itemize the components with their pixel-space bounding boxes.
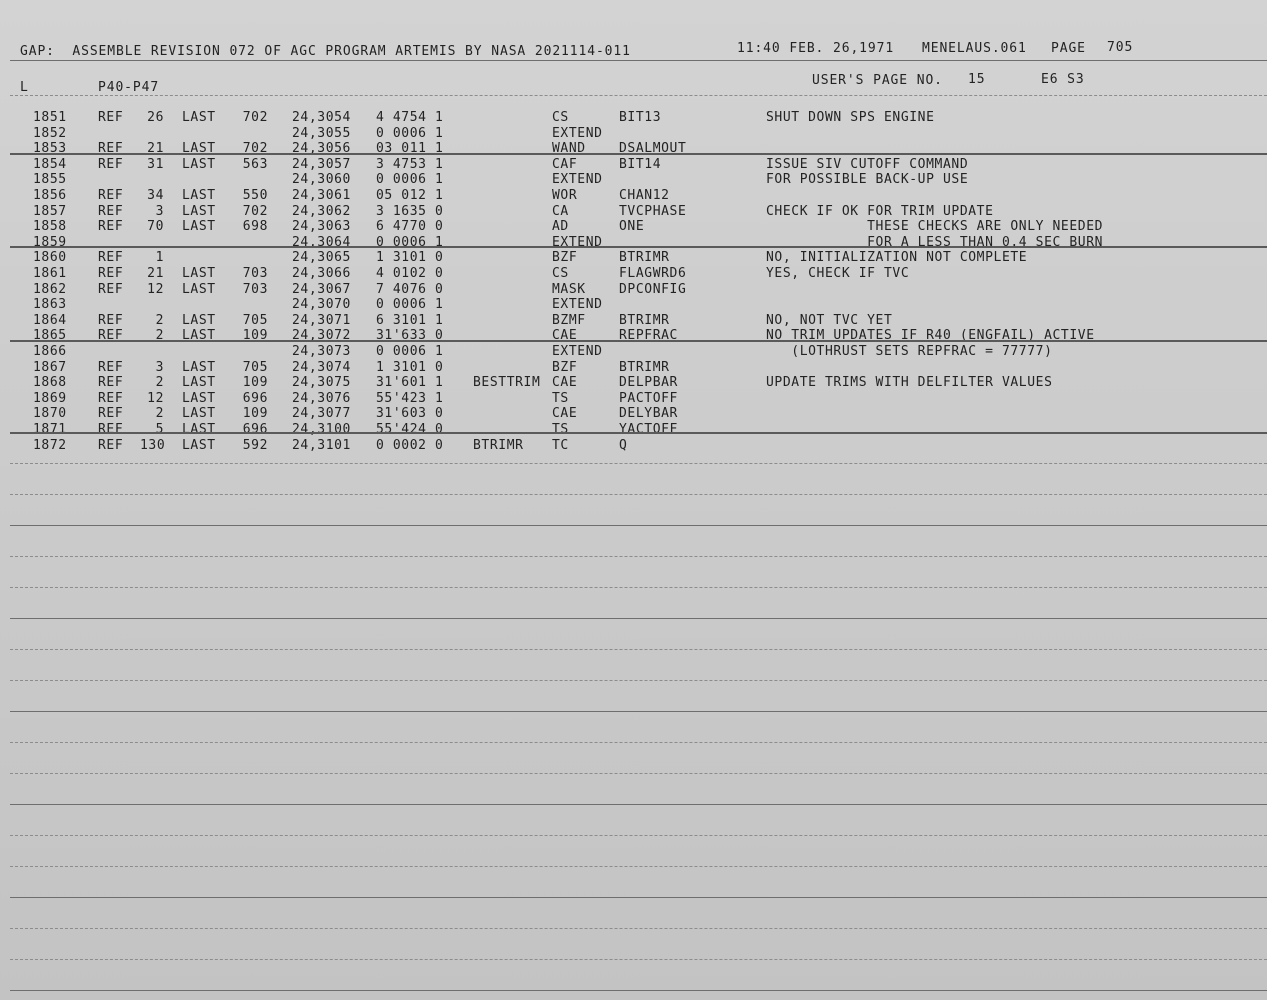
form-rule <box>10 804 1267 805</box>
row-comment: (LOTHRUST SETS REPFRAC = 77777) <box>766 344 1053 359</box>
row-last: LAST <box>182 188 216 203</box>
row-code: 0 0006 1 <box>376 297 444 313</box>
row-op: TS <box>552 390 569 406</box>
form-rule <box>10 525 1267 526</box>
row-lastn: 698 <box>242 219 268 235</box>
row-code: 6 4770 0 <box>376 219 444 235</box>
row-code: 05 012 1 <box>376 188 444 203</box>
form-rule <box>10 866 1267 867</box>
row-addr: 24,3077 <box>292 406 351 422</box>
listing-row <box>0 204 1267 219</box>
row-line: 1851 <box>33 110 67 125</box>
row-last: LAST <box>182 437 216 453</box>
row-line: 1868 <box>33 375 67 391</box>
row-code: 6 3101 1 <box>376 312 444 328</box>
row-line: 1859 <box>33 234 67 250</box>
row-code: 31'603 0 <box>376 406 444 422</box>
listing-row <box>0 250 1267 265</box>
row-addr: 24,3066 <box>292 266 351 281</box>
row-addr: 24,3065 <box>292 250 351 266</box>
row-ref: REF <box>98 266 124 281</box>
listing-timestamp: 11:40 FEB. 26,1971 <box>737 41 895 56</box>
row-operand: FLAGWRD6 <box>619 266 687 281</box>
row-ref: REF <box>98 156 124 172</box>
row-line: 1863 <box>33 297 67 313</box>
row-code: 4 4754 1 <box>376 110 444 125</box>
form-rule <box>10 153 1267 155</box>
row-operand: CHAN12 <box>619 188 670 203</box>
row-addr: 24,3054 <box>292 110 351 125</box>
row-last: LAST <box>182 422 216 437</box>
row-addr: 24,3101 <box>292 437 351 453</box>
row-ref: REF <box>98 219 124 235</box>
row-refn: 130 <box>140 437 166 453</box>
row-addr: 24,3073 <box>292 344 351 359</box>
form-rule <box>10 742 1267 743</box>
row-ref: REF <box>98 390 124 406</box>
form-rule <box>10 649 1267 650</box>
row-addr: 24,3070 <box>292 297 351 313</box>
row-refn: 3 <box>155 203 164 219</box>
row-refn: 12 <box>147 281 164 297</box>
left-marker: L <box>20 80 29 95</box>
row-operand: BTRIMR <box>619 250 670 266</box>
listing-row <box>0 188 1267 203</box>
row-op: EXTEND <box>552 297 603 313</box>
row-code: 3 1635 0 <box>376 203 444 219</box>
row-line: 1869 <box>33 390 67 406</box>
row-last: LAST <box>182 156 216 172</box>
row-op: CS <box>552 110 569 125</box>
row-line: 1853 <box>33 141 67 157</box>
row-code: 31'601 1 <box>376 375 444 391</box>
row-operand: BTRIMR <box>619 312 670 328</box>
row-operand: DELYBAR <box>619 406 678 422</box>
row-operand: DPCONFIG <box>619 281 687 297</box>
row-refn: 2 <box>155 406 164 422</box>
row-comment: FOR POSSIBLE BACK-UP USE <box>766 172 969 188</box>
row-addr: 24,3056 <box>292 141 351 157</box>
row-code: 3 4753 1 <box>376 156 444 172</box>
listing-row <box>0 219 1267 234</box>
row-addr: 24,3061 <box>292 188 351 203</box>
form-rule <box>10 556 1267 557</box>
row-line: 1861 <box>33 266 67 281</box>
row-op: CAE <box>552 328 578 344</box>
row-operand: Q <box>619 437 628 453</box>
row-op: CS <box>552 266 569 281</box>
row-lastn: 702 <box>242 141 268 157</box>
row-label: BESTTRIM <box>473 375 541 391</box>
row-operand: TVCPHASE <box>619 203 687 219</box>
row-code: 31'633 0 <box>376 328 444 344</box>
row-code: 4 0102 0 <box>376 266 444 281</box>
row-refn: 12 <box>147 390 164 406</box>
row-refn: 3 <box>155 359 164 375</box>
row-code: 7 4076 0 <box>376 281 444 297</box>
users-page-label: USER'S PAGE NO. <box>812 73 943 88</box>
listing-row <box>0 157 1267 172</box>
row-addr: 24,3072 <box>292 328 351 344</box>
listing-row <box>0 266 1267 281</box>
row-operand: REPFRAC <box>619 328 678 344</box>
row-code: 1 3101 0 <box>376 359 444 375</box>
row-last: LAST <box>182 110 216 125</box>
row-ref: REF <box>98 375 124 391</box>
row-last: LAST <box>182 328 216 344</box>
row-addr: 24,3055 <box>292 125 351 141</box>
row-comment: NO, NOT TVC YET <box>766 312 893 328</box>
row-op: EXTEND <box>552 234 603 250</box>
row-comment: CHECK IF OK FOR TRIM UPDATE <box>766 203 994 219</box>
listing-row <box>0 422 1267 437</box>
row-code: 55'424 0 <box>376 422 444 437</box>
row-code: 0 0006 1 <box>376 172 444 188</box>
row-last: LAST <box>182 266 216 281</box>
row-op: EXTEND <box>552 172 603 188</box>
row-line: 1870 <box>33 406 67 422</box>
row-ref: REF <box>98 312 124 328</box>
form-rule <box>10 432 1267 434</box>
listing-row <box>0 344 1267 359</box>
row-lastn: 696 <box>242 422 268 437</box>
row-line: 1865 <box>33 328 67 344</box>
listing-row <box>0 406 1267 421</box>
row-addr: 24,3071 <box>292 312 351 328</box>
row-comment: THESE CHECKS ARE ONLY NEEDED <box>766 219 1104 235</box>
row-addr: 24,3063 <box>292 219 351 235</box>
form-rule <box>10 587 1267 588</box>
row-operand: BTRIMR <box>619 359 670 375</box>
row-operand: ONE <box>619 219 645 235</box>
row-refn: 2 <box>155 375 164 391</box>
form-rule <box>10 990 1267 991</box>
row-ref: REF <box>98 203 124 219</box>
row-line: 1858 <box>33 219 67 235</box>
row-lastn: 703 <box>242 266 268 281</box>
listing-row <box>0 126 1267 141</box>
row-last: LAST <box>182 203 216 219</box>
row-line: 1866 <box>33 344 67 359</box>
row-comment: UPDATE TRIMS WITH DELFILTER VALUES <box>766 375 1053 391</box>
form-rule <box>10 463 1267 464</box>
page-number: 705 <box>1107 40 1134 55</box>
row-ref: REF <box>98 437 124 453</box>
form-rule <box>10 773 1267 774</box>
row-op: CAE <box>552 375 578 391</box>
row-ref: REF <box>98 422 124 437</box>
listing-row <box>0 172 1267 187</box>
row-op: TC <box>552 437 569 453</box>
row-lastn: 702 <box>242 110 268 125</box>
form-rule <box>10 494 1267 495</box>
section-label: P40-P47 <box>98 80 160 95</box>
row-refn: 26 <box>147 110 164 125</box>
row-line: 1860 <box>33 250 67 266</box>
row-line: 1856 <box>33 188 67 203</box>
row-refn: 1 <box>155 250 164 266</box>
row-code: 0 0006 1 <box>376 344 444 359</box>
row-refn: 21 <box>147 266 164 281</box>
row-op: MASK <box>552 281 586 297</box>
row-ref: REF <box>98 141 124 157</box>
listing-row <box>0 110 1267 125</box>
row-ref: REF <box>98 250 124 266</box>
row-ref: REF <box>98 110 124 125</box>
row-op: EXTEND <box>552 344 603 359</box>
row-op: AD <box>552 219 569 235</box>
row-last: LAST <box>182 390 216 406</box>
row-ref: REF <box>98 188 124 203</box>
form-rule <box>10 246 1267 248</box>
form-rule <box>10 928 1267 929</box>
listing-row <box>0 360 1267 375</box>
row-lastn: 109 <box>242 375 268 391</box>
row-line: 1862 <box>33 281 67 297</box>
row-last: LAST <box>182 359 216 375</box>
listing-file: MENELAUS.061 <box>922 41 1027 56</box>
listing-row <box>0 375 1267 390</box>
row-op: WOR <box>552 188 578 203</box>
row-operand: BIT14 <box>619 156 662 172</box>
row-addr: 24,3060 <box>292 172 351 188</box>
row-line: 1864 <box>33 312 67 328</box>
row-last: LAST <box>182 281 216 297</box>
listing-row <box>0 391 1267 406</box>
listing-row <box>0 297 1267 312</box>
row-comment: SHUT DOWN SPS ENGINE <box>766 110 935 125</box>
listing-row <box>0 282 1267 297</box>
row-line: 1852 <box>33 125 67 141</box>
section-rule <box>10 95 1267 96</box>
row-operand: DELPBAR <box>619 375 678 391</box>
row-operand: YACTOFF <box>619 422 678 437</box>
row-ref: REF <box>98 406 124 422</box>
form-rule <box>10 959 1267 960</box>
row-comment: ISSUE SIV CUTOFF COMMAND <box>766 156 969 172</box>
row-lastn: 702 <box>242 203 268 219</box>
row-addr: 24,3062 <box>292 203 351 219</box>
row-lastn: 109 <box>242 328 268 344</box>
row-op: EXTEND <box>552 125 603 141</box>
row-op: CAE <box>552 406 578 422</box>
row-line: 1867 <box>33 359 67 375</box>
row-refn: 2 <box>155 312 164 328</box>
row-last: LAST <box>182 406 216 422</box>
row-operand: PACTOFF <box>619 390 678 406</box>
row-comment: FOR A LESS THAN 0.4 SEC BURN <box>766 234 1104 250</box>
form-rule <box>10 711 1267 712</box>
row-line: 1855 <box>33 172 67 188</box>
row-lastn: 705 <box>242 359 268 375</box>
form-rule <box>10 680 1267 681</box>
row-lastn: 592 <box>242 437 268 453</box>
row-operand: DSALMOUT <box>619 141 687 157</box>
row-addr: 24,3100 <box>292 422 351 437</box>
row-last: LAST <box>182 375 216 391</box>
listing-row <box>0 438 1267 453</box>
row-refn: 21 <box>147 141 164 157</box>
row-line: 1857 <box>33 203 67 219</box>
sheet-code: E6 S3 <box>1041 72 1085 87</box>
row-label: BTRIMR <box>473 437 524 453</box>
row-lastn: 550 <box>242 188 268 203</box>
form-rule <box>10 897 1267 898</box>
listing-title: GAP: ASSEMBLE REVISION 072 OF AGC PROGRAM ARTEMIS BY NASA 2021114-011 <box>20 44 631 59</box>
row-lastn: 696 <box>242 390 268 406</box>
row-code: 0 0006 1 <box>376 125 444 141</box>
row-comment: YES, CHECK IF TVC <box>766 266 910 281</box>
row-line: 1854 <box>33 156 67 172</box>
row-refn: 70 <box>147 219 164 235</box>
row-code: 03 011 1 <box>376 141 444 157</box>
row-operand: BIT13 <box>619 110 662 125</box>
row-last: LAST <box>182 312 216 328</box>
row-op: CAF <box>552 156 578 172</box>
row-op: TS <box>552 422 569 437</box>
row-op: BZF <box>552 359 578 375</box>
row-code: 0 0006 1 <box>376 234 444 250</box>
row-op: WAND <box>552 141 586 157</box>
page-label: PAGE <box>1051 41 1086 56</box>
form-rule <box>10 835 1267 836</box>
row-op: BZF <box>552 250 578 266</box>
row-last: LAST <box>182 141 216 157</box>
row-refn: 34 <box>147 188 164 203</box>
row-last: LAST <box>182 219 216 235</box>
row-ref: REF <box>98 328 124 344</box>
form-rule <box>10 618 1267 619</box>
listing-row <box>0 313 1267 328</box>
row-comment: NO, INITIALIZATION NOT COMPLETE <box>766 250 1028 266</box>
row-ref: REF <box>98 281 124 297</box>
row-code: 55'423 1 <box>376 390 444 406</box>
row-addr: 24,3074 <box>292 359 351 375</box>
row-addr: 24,3075 <box>292 375 351 391</box>
row-addr: 24,3076 <box>292 390 351 406</box>
row-lastn: 703 <box>242 281 268 297</box>
row-ref: REF <box>98 359 124 375</box>
row-addr: 24,3064 <box>292 234 351 250</box>
row-addr: 24,3067 <box>292 281 351 297</box>
row-comment: NO TRIM UPDATES IF R40 (ENGFAIL) ACTIVE <box>766 328 1095 344</box>
row-refn: 5 <box>155 422 164 437</box>
row-lastn: 705 <box>242 312 268 328</box>
row-code: 1 3101 0 <box>376 250 444 266</box>
row-refn: 2 <box>155 328 164 344</box>
row-op: CA <box>552 203 569 219</box>
row-lastn: 563 <box>242 156 268 172</box>
header-rule <box>10 60 1267 61</box>
row-line: 1872 <box>33 437 67 453</box>
row-refn: 31 <box>147 156 164 172</box>
row-addr: 24,3057 <box>292 156 351 172</box>
row-op: BZMF <box>552 312 586 328</box>
form-rule <box>10 340 1267 342</box>
users-page-number: 15 <box>968 72 986 87</box>
row-code: 0 0002 0 <box>376 437 444 453</box>
row-line: 1871 <box>33 422 67 437</box>
row-lastn: 109 <box>242 406 268 422</box>
